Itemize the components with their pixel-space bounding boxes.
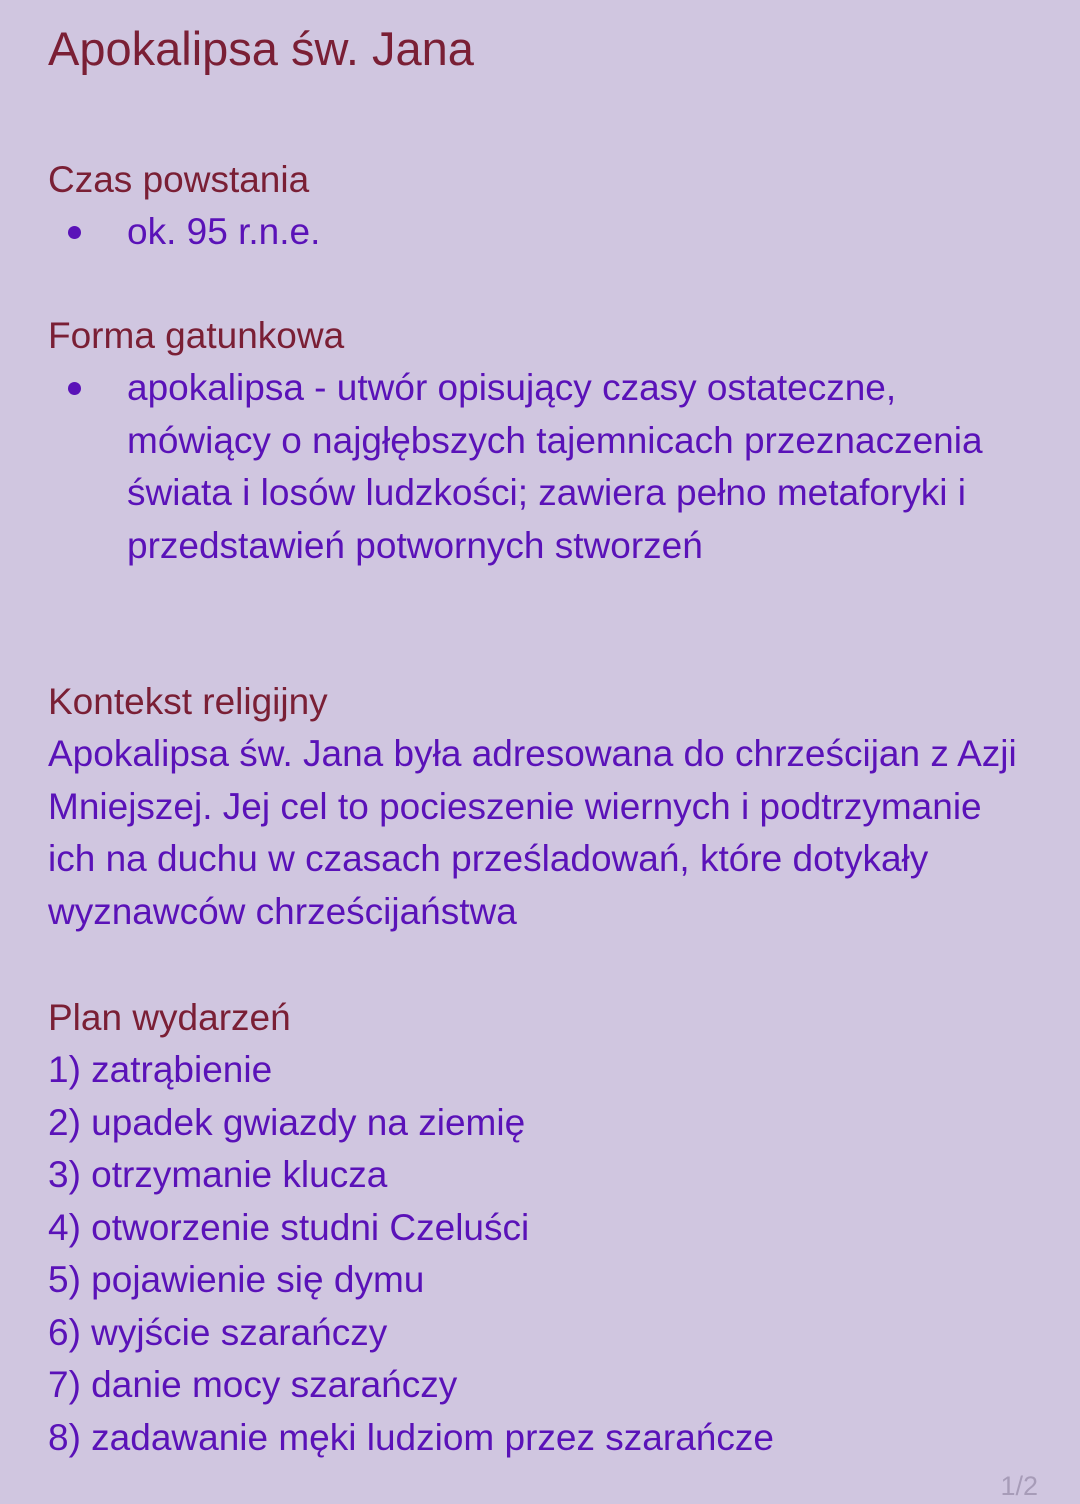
section-heading-plan-wydarzen: Plan wydarzeń (48, 997, 291, 1038)
section-forma-gatunkowa (48, 310, 988, 572)
bullet-item (48, 206, 1048, 259)
section-kontekst-religijny (48, 676, 1023, 938)
section-heading-kontekst-religijny: Kontekst religijny (48, 681, 328, 722)
section-czas-powstania (48, 154, 1048, 259)
section-heading-czas-powstania: Czas powstania (48, 159, 310, 200)
kontekst-paragraph: Apokalipsa św. Jana była adresowana do chrześcijan z Azji Mniejszej. Jej cel to pocieszenie wiernych i podtrzymanie ich na duchu w czasach prześladowań, które dotykały wyznawców chrześcijaństwa (48, 733, 1017, 932)
list-item: 2) upadek gwiazdy na ziemię (48, 1101, 526, 1143)
bullet-item (48, 362, 988, 572)
section-heading-forma-gatunkowa: Forma gatunkowa (48, 315, 345, 356)
plan-list (48, 1044, 1048, 1464)
list-item: 8) zadawanie męki ludziom przez szarańcze (48, 1416, 774, 1458)
list-item: 7) danie mocy szarańczy (48, 1364, 458, 1405)
section-plan-wydarzen (48, 992, 1048, 1464)
list-item: 3) otrzymanie klucza (48, 1154, 388, 1195)
bullet-text: apokalipsa - utwór opisujący czasy ostateczne, mówiący o najgłębszych tajemnicach przeznaczenia świata i losów ludzkości; zawiera pełno metaforyki i przedstawień potwornych stworzeń (127, 367, 983, 566)
bullet-dot-icon (68, 382, 81, 395)
bullet-text: ok. 95 r.n.e. (127, 211, 321, 252)
list-item: 5) pojawienie się dymu (48, 1259, 425, 1300)
list-item: 1) zatrąbienie (48, 1049, 273, 1090)
page-title: Apokalipsa św. Jana (48, 22, 474, 75)
bullet-dot-icon (68, 226, 81, 239)
page-number: 1/2 (1000, 1471, 1038, 1501)
list-item: 4) otworzenie studni Czeluści (48, 1206, 530, 1248)
list-item: 6) wyjście szarańczy (48, 1311, 388, 1353)
